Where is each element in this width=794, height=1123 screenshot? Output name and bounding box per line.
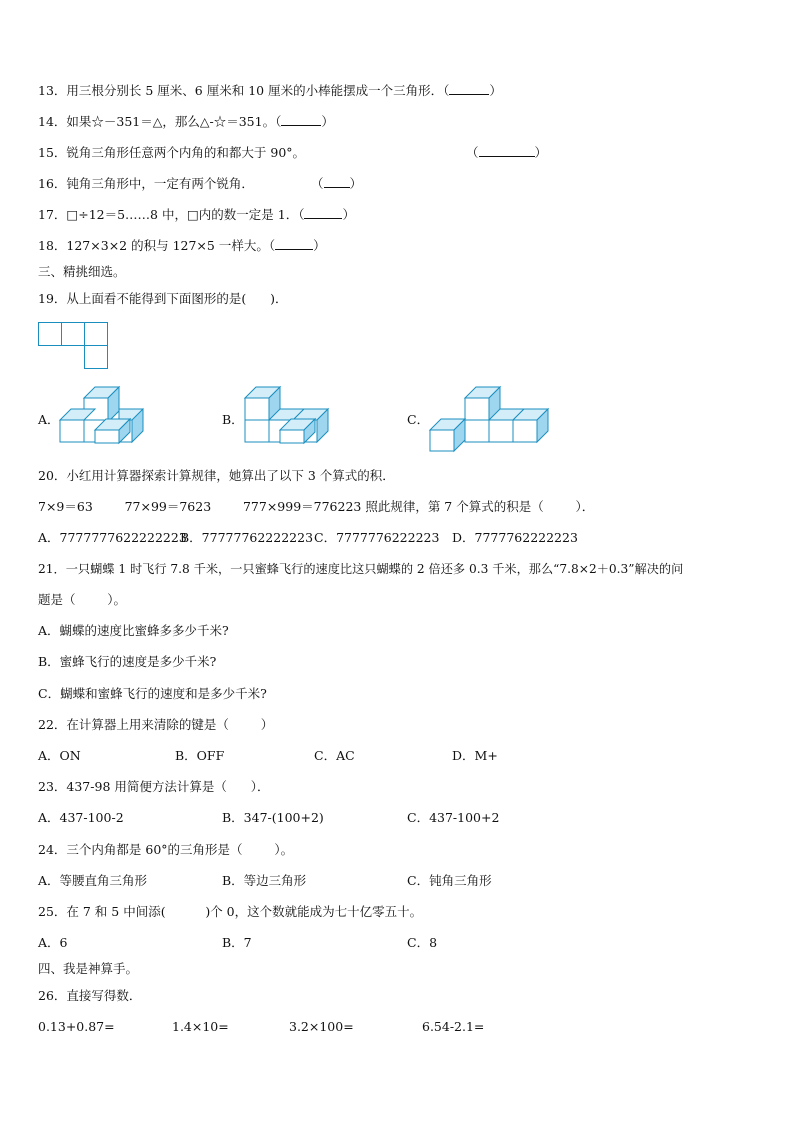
answer-blank[interactable] bbox=[304, 207, 342, 219]
question-text: 用三根分别长 5 厘米、6 厘米和 10 厘米的小棒能摆成一个三角形．（ bbox=[66, 83, 450, 98]
question-20 bbox=[38, 468, 395, 484]
question-18: 18．127×3×2 的积与 127×5 一样大。（ ） bbox=[38, 238, 326, 253]
question-21 bbox=[38, 561, 683, 577]
grid-square bbox=[85, 323, 108, 346]
grid-square bbox=[85, 346, 108, 369]
question-number: 22． bbox=[38, 717, 67, 732]
calc-item: 3.2×100= bbox=[289, 1019, 354, 1034]
option-b-label[interactable]: B． bbox=[222, 412, 244, 427]
question-number: 24． bbox=[38, 842, 67, 857]
option-c[interactable]: C．AC bbox=[314, 748, 355, 763]
option-a-cube-figure[interactable] bbox=[60, 384, 160, 444]
option-c[interactable]: C．钝角三角形 bbox=[407, 873, 492, 888]
question-16-answer: （ ） bbox=[311, 176, 363, 191]
question-text: 三个内角都是 60°的三角形是（ ）。 bbox=[66, 842, 294, 857]
question-number: 26． bbox=[38, 988, 67, 1003]
question-16 bbox=[38, 176, 254, 192]
option-b[interactable]: B．7 bbox=[222, 935, 252, 950]
cube bbox=[489, 420, 513, 442]
option-a[interactable]: A．等腰直角三角形 bbox=[38, 873, 148, 888]
question-text: 钝角三角形中，一定有两个锐角． bbox=[66, 176, 254, 191]
calc-item: 0.13+0.87= bbox=[38, 1019, 115, 1034]
option-a[interactable]: A．7777777622222223 bbox=[38, 530, 187, 545]
question-text: 小红用计算器探索计算规律，她算出了以下 3 个算式的积． bbox=[66, 468, 395, 483]
question-number: 14． bbox=[38, 114, 67, 129]
cube bbox=[245, 420, 269, 442]
question-13: 13．用三根分别长 5 厘米、6 厘米和 10 厘米的小棒能摆成一个三角形．（ ） bbox=[38, 83, 502, 98]
question-14: 14．如果☆－351＝△，那么△-☆＝351。（ ） bbox=[38, 114, 334, 129]
question-20-formulas: 7×9＝63 77×99＝7623 777×999＝776223 照此规律，第 7 个算式的积是（ ）． bbox=[38, 499, 595, 514]
question-number: 20． bbox=[38, 468, 67, 483]
question-text: 如果☆－351＝△，那么△-☆＝351。（ bbox=[66, 114, 282, 129]
cube bbox=[430, 419, 465, 451]
option-d[interactable]: D．7777762222223 bbox=[452, 530, 578, 545]
question-23 bbox=[38, 779, 269, 795]
answer-blank[interactable] bbox=[479, 145, 535, 157]
question-number: 17． bbox=[38, 207, 67, 222]
question-number: 19． bbox=[38, 291, 67, 306]
answer-blank[interactable] bbox=[324, 176, 350, 188]
option-a[interactable]: A．蝴蝶的速度比蜜蜂多多少千米? bbox=[38, 623, 229, 638]
option-a[interactable]: A．6 bbox=[38, 935, 68, 950]
section-heading: 三、精挑细选。 bbox=[38, 264, 126, 279]
question-19 bbox=[38, 291, 288, 307]
question-number: 18． bbox=[38, 238, 67, 253]
question-number: 13． bbox=[38, 83, 67, 98]
option-b[interactable]: B．等边三角形 bbox=[222, 873, 307, 888]
question-22 bbox=[38, 717, 273, 733]
top-view-figure bbox=[38, 322, 108, 370]
question-25 bbox=[38, 904, 422, 920]
question-text: 127×3×2 的积与 127×5 一样大。（ bbox=[66, 238, 276, 253]
question-text: 在计算器上用来清除的键是（ ） bbox=[66, 717, 274, 732]
question-24 bbox=[38, 842, 293, 858]
answer-blank[interactable] bbox=[449, 83, 489, 95]
question-text: 437-98 用简便方法计算是（ ）． bbox=[66, 779, 270, 794]
question-number: 21． bbox=[38, 562, 66, 576]
option-a[interactable]: A．ON bbox=[38, 748, 81, 763]
option-d[interactable]: D．M+ bbox=[452, 748, 498, 763]
section-heading: 四、我是神算手。 bbox=[38, 961, 139, 976]
question-text: 锐角三角形任意两个内角的和都大于 90°。 bbox=[66, 145, 306, 160]
option-a-label[interactable]: A． bbox=[38, 412, 60, 427]
option-b-cube-figure[interactable] bbox=[245, 384, 345, 444]
question-number: 16． bbox=[38, 176, 67, 191]
question-number: 25． bbox=[38, 904, 67, 919]
option-c[interactable]: C．7777776222223 bbox=[314, 530, 440, 545]
grid-square bbox=[62, 323, 85, 346]
question-15-answer: （ ） bbox=[466, 145, 548, 160]
question-number: 15． bbox=[38, 145, 67, 160]
calc-item: 6.54-2.1= bbox=[422, 1019, 485, 1034]
question-26 bbox=[38, 988, 141, 1004]
cube bbox=[84, 387, 119, 422]
question-17: 17．□÷12＝5……8 中，□内的数一定是 1．（ ） bbox=[38, 207, 355, 222]
option-a[interactable]: A．437-100-2 bbox=[38, 810, 124, 825]
calc-item: 1.4×10= bbox=[172, 1019, 229, 1034]
answer-blank[interactable] bbox=[281, 114, 321, 126]
grid-square bbox=[39, 323, 62, 346]
option-b[interactable]: B．347-(100+2) bbox=[222, 810, 324, 825]
option-c[interactable]: C．8 bbox=[407, 935, 438, 950]
option-c-cube-figure[interactable] bbox=[430, 384, 550, 452]
question-text: □÷12＝5……8 中，□内的数一定是 1．（ bbox=[66, 207, 305, 222]
question-text: 一只蝴蝶 1 时飞行 7.8 千米，一只蜜蜂飞行的速度比这只蝴蝶的 2 倍还多 0.3 千米，那么“7.8×2＋0.3”解决的问 bbox=[65, 562, 684, 576]
question-text: 直接写得数． bbox=[66, 988, 142, 1003]
question-text: 从上面看不能得到下面图形的是( )． bbox=[66, 291, 288, 306]
question-number: 23． bbox=[38, 779, 67, 794]
question-text: 在 7 和 5 中间添( )个 0，这个数就能成为七十亿零五十。 bbox=[66, 904, 423, 919]
option-b[interactable]: B．OFF bbox=[175, 748, 225, 763]
option-b[interactable]: B．77777762222223 bbox=[180, 530, 314, 545]
option-b[interactable]: B．蜜蜂飞行的速度是多少千米? bbox=[38, 654, 217, 669]
question-21-continued: 题是（ ）。 bbox=[38, 592, 127, 607]
option-c[interactable]: C．蝴蝶和蜜蜂飞行的速度和是多少千米? bbox=[38, 686, 267, 701]
answer-blank[interactable] bbox=[275, 238, 313, 250]
option-c-label[interactable]: C． bbox=[407, 412, 430, 427]
option-c[interactable]: C．437-100+2 bbox=[407, 810, 500, 825]
